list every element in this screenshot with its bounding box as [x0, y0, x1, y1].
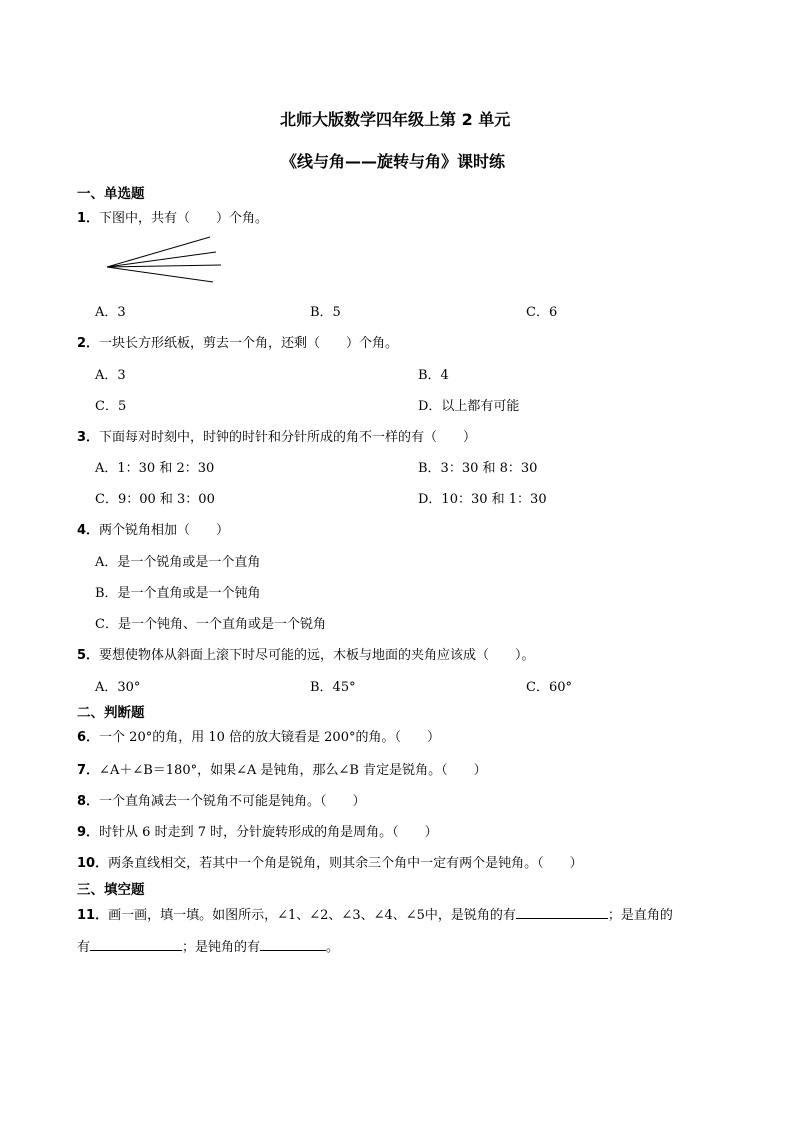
question-text: ；是钝角的有 [182, 940, 261, 955]
question-5 [77, 644, 535, 663]
question-text: 时针从 6 时走到 7 时，分针旋转形成的角是周角。（ ） [99, 825, 438, 840]
question-10 [77, 852, 583, 871]
question-number: 4． [77, 523, 100, 538]
question-number: 10． [77, 856, 109, 871]
question-number: 8． [77, 794, 100, 809]
option-2c: C．5 [95, 399, 127, 414]
question-text: 下面每对时刻中，时钟的时针和分针所成的角不一样的有（ ） [99, 430, 477, 445]
option-2d: D．以上都有可能 [418, 399, 520, 414]
question-text: 要想使物体从斜面上滚下时尽可能的远，木板与地面的夹角应该成（ ）。 [99, 648, 535, 663]
question-text: 一个直角减去一个锐角不可能是钝角。（ ） [99, 794, 366, 809]
rays-figure [100, 233, 230, 289]
question-text: 两个锐角相加（ ） [99, 523, 230, 538]
question-text: 画一画，填一填。如图所示，∠1、∠2、∠3、∠4、∠5中，是锐角的有 [108, 908, 516, 923]
option-5c: C．60° [526, 680, 572, 695]
option-2b: B．4 [418, 368, 449, 383]
question-text: 有 [77, 940, 91, 955]
question-text: 一个 20°的角，用 10 倍的放大镜看是 200°的角。（ ） [99, 730, 440, 745]
option-2a: A．3 [95, 368, 126, 383]
option-5a: A．30° [95, 680, 141, 695]
question-7 [77, 759, 487, 778]
question-3 [77, 426, 476, 445]
question-11 [77, 904, 673, 923]
question-8 [77, 790, 366, 809]
question-number: 3． [77, 430, 100, 445]
question-6 [77, 726, 440, 745]
question-1 [77, 207, 268, 226]
right-angles-blank[interactable] [90, 936, 182, 951]
question-text: ∠A＋∠B＝180°，如果∠A 是钝角，那么∠B 肯定是锐角。（ ） [99, 763, 487, 778]
question-11-line-2 [77, 936, 339, 955]
option-1a: A．3 [95, 305, 126, 320]
question-text: 。 [326, 940, 340, 955]
option-5b: B．45° [310, 680, 356, 695]
question-4 [77, 519, 229, 538]
option-3a: A．1：30 和 2：30 [95, 461, 215, 476]
acute-angles-blank[interactable] [516, 904, 608, 919]
question-text: 下图中，共有（ ）个角。 [99, 211, 269, 226]
option-3b: B．3：30 和 8：30 [418, 461, 538, 476]
section-fill-blank: 三、填空题 [77, 882, 145, 898]
option-1b: B．5 [310, 305, 341, 320]
question-number: 9． [77, 825, 100, 840]
question-number: 5． [77, 648, 100, 663]
question-number: 6． [77, 730, 100, 745]
question-number: 11． [77, 908, 109, 923]
obtuse-angles-blank[interactable] [260, 936, 326, 951]
question-number: 7． [77, 763, 100, 778]
question-number: 2． [77, 336, 100, 351]
question-text: 两条直线相交，若其中一个角是锐角，则其余三个角中一定有两个是钝角。（ ） [108, 856, 583, 871]
option-4a: A．是一个锐角或是一个直角 [95, 555, 261, 570]
question-text: 一块长方形纸板，剪去一个角，还剩（ ）个角。 [99, 336, 399, 351]
title-line-1: 北师大版数学四年级上第 2 单元 [280, 110, 511, 129]
option-3d: D．10：30 和 1：30 [418, 492, 547, 507]
option-1c: C．6 [526, 305, 558, 320]
title-line-2: 《线与角——旋转与角》课时练 [281, 152, 506, 171]
option-3c: C．9：00 和 3：00 [95, 492, 215, 507]
question-text: ；是直角的 [607, 908, 673, 923]
section-single-choice: 一、单选题 [77, 186, 145, 202]
section-true-false: 二、判断题 [77, 705, 145, 721]
question-9 [77, 821, 438, 840]
question-2 [77, 332, 398, 351]
option-4b: B．是一个直角或是一个钝角 [95, 586, 261, 601]
question-number: 1． [77, 211, 100, 226]
option-4c: C．是一个钝角、一个直角或是一个锐角 [95, 617, 326, 632]
